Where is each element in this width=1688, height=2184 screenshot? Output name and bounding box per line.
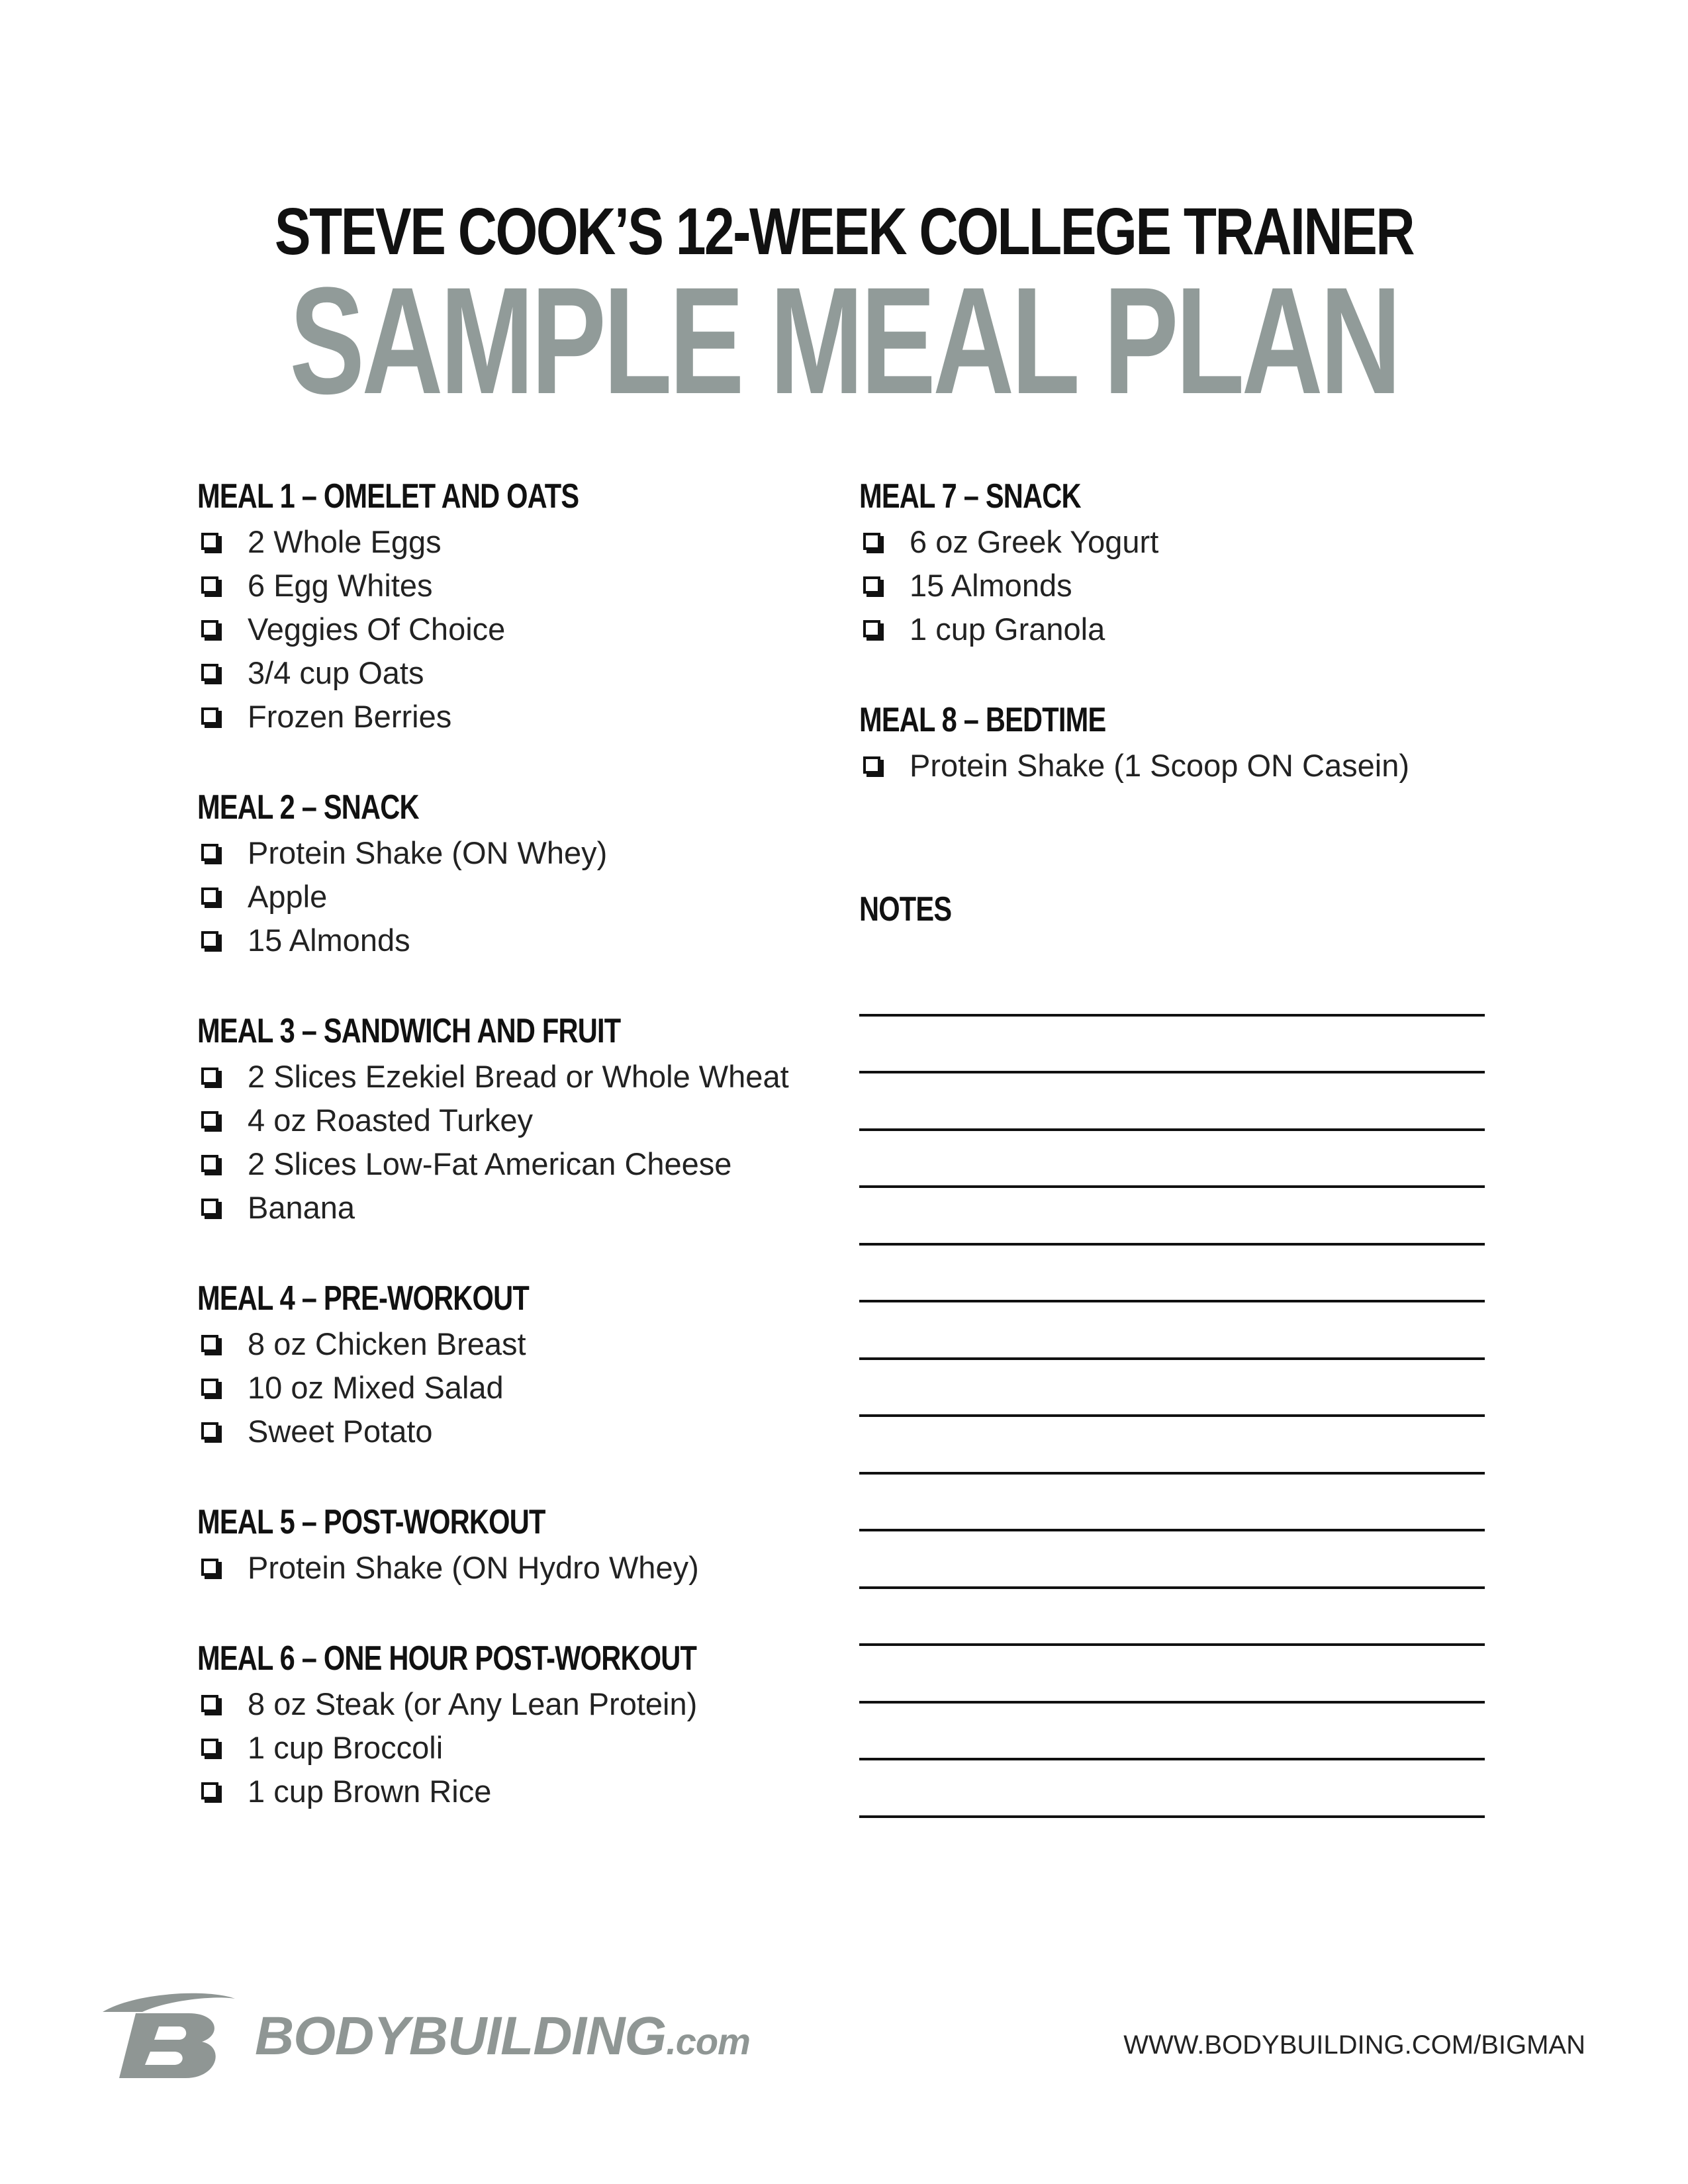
meal-column-right xyxy=(859,473,1508,1818)
checkbox-icon[interactable] xyxy=(201,620,218,637)
meal-item-label: 15 Almonds xyxy=(248,922,410,958)
meal-item xyxy=(197,1054,859,1098)
checkbox-icon[interactable] xyxy=(863,620,880,637)
meal-item-label: Protein Shake (1 Scoop ON Casein) xyxy=(910,747,1409,783)
meal-item-label: Banana xyxy=(248,1189,355,1225)
meal-section xyxy=(197,1008,859,1229)
meal-item xyxy=(197,1365,859,1409)
meal-item-label: 6 oz Greek Yogurt xyxy=(910,523,1159,559)
meal-item-list xyxy=(197,1054,859,1229)
meal-title: MEAL 2 – SNACK xyxy=(197,788,419,827)
note-line[interactable] xyxy=(859,1704,1485,1761)
meal-item xyxy=(859,607,1508,651)
checkbox-icon[interactable] xyxy=(201,1111,218,1128)
meal-item-list xyxy=(197,1682,859,1813)
meal-item xyxy=(197,1545,859,1589)
note-line[interactable] xyxy=(859,959,1485,1017)
meal-item xyxy=(197,1682,859,1725)
meal-item-label: Protein Shake (ON Hydro Whey) xyxy=(248,1549,699,1585)
checkbox-icon[interactable] xyxy=(201,1068,218,1085)
page-title: STEVE COOK’S 12-WEEK COLLEGE TRAINER xyxy=(274,195,1414,269)
meal-item xyxy=(197,1185,859,1229)
checkbox-icon[interactable] xyxy=(201,707,218,725)
meal-item xyxy=(197,563,859,607)
footer-url[interactable]: WWW.BODYBUILDING.COM/BIGMAN xyxy=(1123,2030,1585,2060)
meal-item-list xyxy=(197,1322,859,1453)
meal-item-label: Protein Shake (ON Whey) xyxy=(248,835,608,870)
meal-item xyxy=(197,651,859,694)
checkbox-icon[interactable] xyxy=(201,844,218,861)
meal-title: MEAL 3 – SANDWICH AND FRUIT xyxy=(197,1012,621,1050)
meal-item xyxy=(197,874,859,918)
checkbox-icon[interactable] xyxy=(201,1739,218,1756)
bodybuilding-logo-icon xyxy=(96,1985,248,2085)
meal-item-label: Veggies Of Choice xyxy=(248,611,506,647)
meal-item xyxy=(197,520,859,563)
meal-item xyxy=(197,1725,859,1769)
meal-item-label: Sweet Potato xyxy=(248,1413,433,1449)
note-line[interactable] xyxy=(859,1475,1485,1532)
note-line[interactable] xyxy=(859,1589,1485,1647)
meal-item-label: 3/4 cup Oats xyxy=(248,655,424,690)
note-line[interactable] xyxy=(859,1017,1485,1074)
meal-item xyxy=(197,831,859,874)
logo-text: BODYBUILDING xyxy=(255,2006,667,2066)
meal-item-label: 1 cup Brown Rice xyxy=(248,1773,492,1809)
checkbox-icon[interactable] xyxy=(863,756,880,774)
meal-title: MEAL 8 – BEDTIME xyxy=(859,701,1106,739)
meal-section xyxy=(197,1635,859,1813)
meal-section xyxy=(859,473,1508,651)
meal-item-label: 15 Almonds xyxy=(910,567,1072,603)
meal-item xyxy=(197,1322,859,1365)
note-line[interactable] xyxy=(859,1760,1485,1818)
meal-item-list xyxy=(859,743,1508,787)
meal-item-list xyxy=(197,1545,859,1589)
note-line[interactable] xyxy=(859,1073,1485,1131)
meal-item-label: 1 cup Broccoli xyxy=(248,1729,444,1765)
notes-title: NOTES xyxy=(859,890,952,929)
note-line[interactable] xyxy=(859,1417,1485,1475)
meal-item xyxy=(859,743,1508,787)
checkbox-icon[interactable] xyxy=(863,576,880,594)
meal-item xyxy=(197,918,859,962)
meal-item xyxy=(197,1409,859,1453)
meal-item-label: 1 cup Granola xyxy=(910,611,1105,647)
checkbox-icon[interactable] xyxy=(201,1199,218,1216)
meal-item-label: Apple xyxy=(248,878,328,914)
meal-title: MEAL 1 – OMELET AND OATS xyxy=(197,477,579,516)
meal-section xyxy=(197,784,859,962)
meal-section xyxy=(197,473,859,738)
note-line[interactable] xyxy=(859,1246,1485,1303)
meal-item xyxy=(859,520,1508,563)
logo-wordmark xyxy=(255,2005,750,2068)
checkbox-icon[interactable] xyxy=(201,1782,218,1799)
meal-item-label: 2 Slices Low-Fat American Cheese xyxy=(248,1146,732,1181)
meal-section xyxy=(197,1275,859,1453)
meal-item xyxy=(197,607,859,651)
checkbox-icon[interactable] xyxy=(201,1422,218,1439)
logo-suffix: .com xyxy=(666,2021,750,2062)
meal-title: MEAL 4 – PRE-WORKOUT xyxy=(197,1279,529,1318)
meal-title: MEAL 6 – ONE HOUR POST-WORKOUT xyxy=(197,1639,697,1678)
meal-item-list xyxy=(197,520,859,738)
meal-title: MEAL 5 – POST-WORKOUT xyxy=(197,1503,545,1541)
notes-lines xyxy=(859,959,1508,1818)
meal-section xyxy=(197,1499,859,1589)
meal-item-label: 8 oz Steak (or Any Lean Protein) xyxy=(248,1686,698,1721)
checkbox-icon[interactable] xyxy=(201,1695,218,1712)
meal-section xyxy=(859,697,1508,787)
meal-item-label: 6 Egg Whites xyxy=(248,567,433,603)
checkbox-icon[interactable] xyxy=(201,1559,218,1576)
meal-item-label: 2 Whole Eggs xyxy=(248,523,442,559)
meal-title: MEAL 7 – SNACK xyxy=(859,477,1081,516)
meal-item xyxy=(197,1098,859,1142)
note-line[interactable] xyxy=(859,1531,1485,1589)
meal-item-label: 8 oz Chicken Breast xyxy=(248,1326,526,1361)
meal-column-left xyxy=(197,473,859,1859)
meal-item-list xyxy=(859,520,1508,651)
checkbox-icon[interactable] xyxy=(201,664,218,681)
meal-item-list xyxy=(197,831,859,962)
note-line[interactable] xyxy=(859,1131,1485,1189)
page-subtitle: SAMPLE MEAL PLAN xyxy=(289,255,1399,426)
note-line[interactable] xyxy=(859,1302,1485,1360)
checkbox-icon[interactable] xyxy=(201,887,218,905)
checkbox-icon[interactable] xyxy=(201,533,218,550)
meal-item-label: 2 Slices Ezekiel Bread or Whole Wheat xyxy=(248,1058,789,1094)
meal-item xyxy=(197,1142,859,1185)
page-header xyxy=(0,195,1688,426)
checkbox-icon[interactable] xyxy=(201,1335,218,1352)
note-line[interactable] xyxy=(859,1188,1485,1246)
meal-item-label: Frozen Berries xyxy=(248,698,452,734)
meal-item xyxy=(197,694,859,738)
note-line[interactable] xyxy=(859,1646,1485,1704)
meal-item xyxy=(859,563,1508,607)
note-line[interactable] xyxy=(859,1360,1485,1418)
meal-item-label: 4 oz Roasted Turkey xyxy=(248,1102,534,1138)
checkbox-icon[interactable] xyxy=(201,576,218,594)
checkbox-icon[interactable] xyxy=(201,931,218,948)
bodybuilding-logo xyxy=(96,1985,758,2091)
meal-item-label: 10 oz Mixed Salad xyxy=(248,1369,504,1405)
checkbox-icon[interactable] xyxy=(201,1379,218,1396)
checkbox-icon[interactable] xyxy=(863,533,880,550)
meal-item xyxy=(197,1769,859,1813)
checkbox-icon[interactable] xyxy=(201,1155,218,1172)
